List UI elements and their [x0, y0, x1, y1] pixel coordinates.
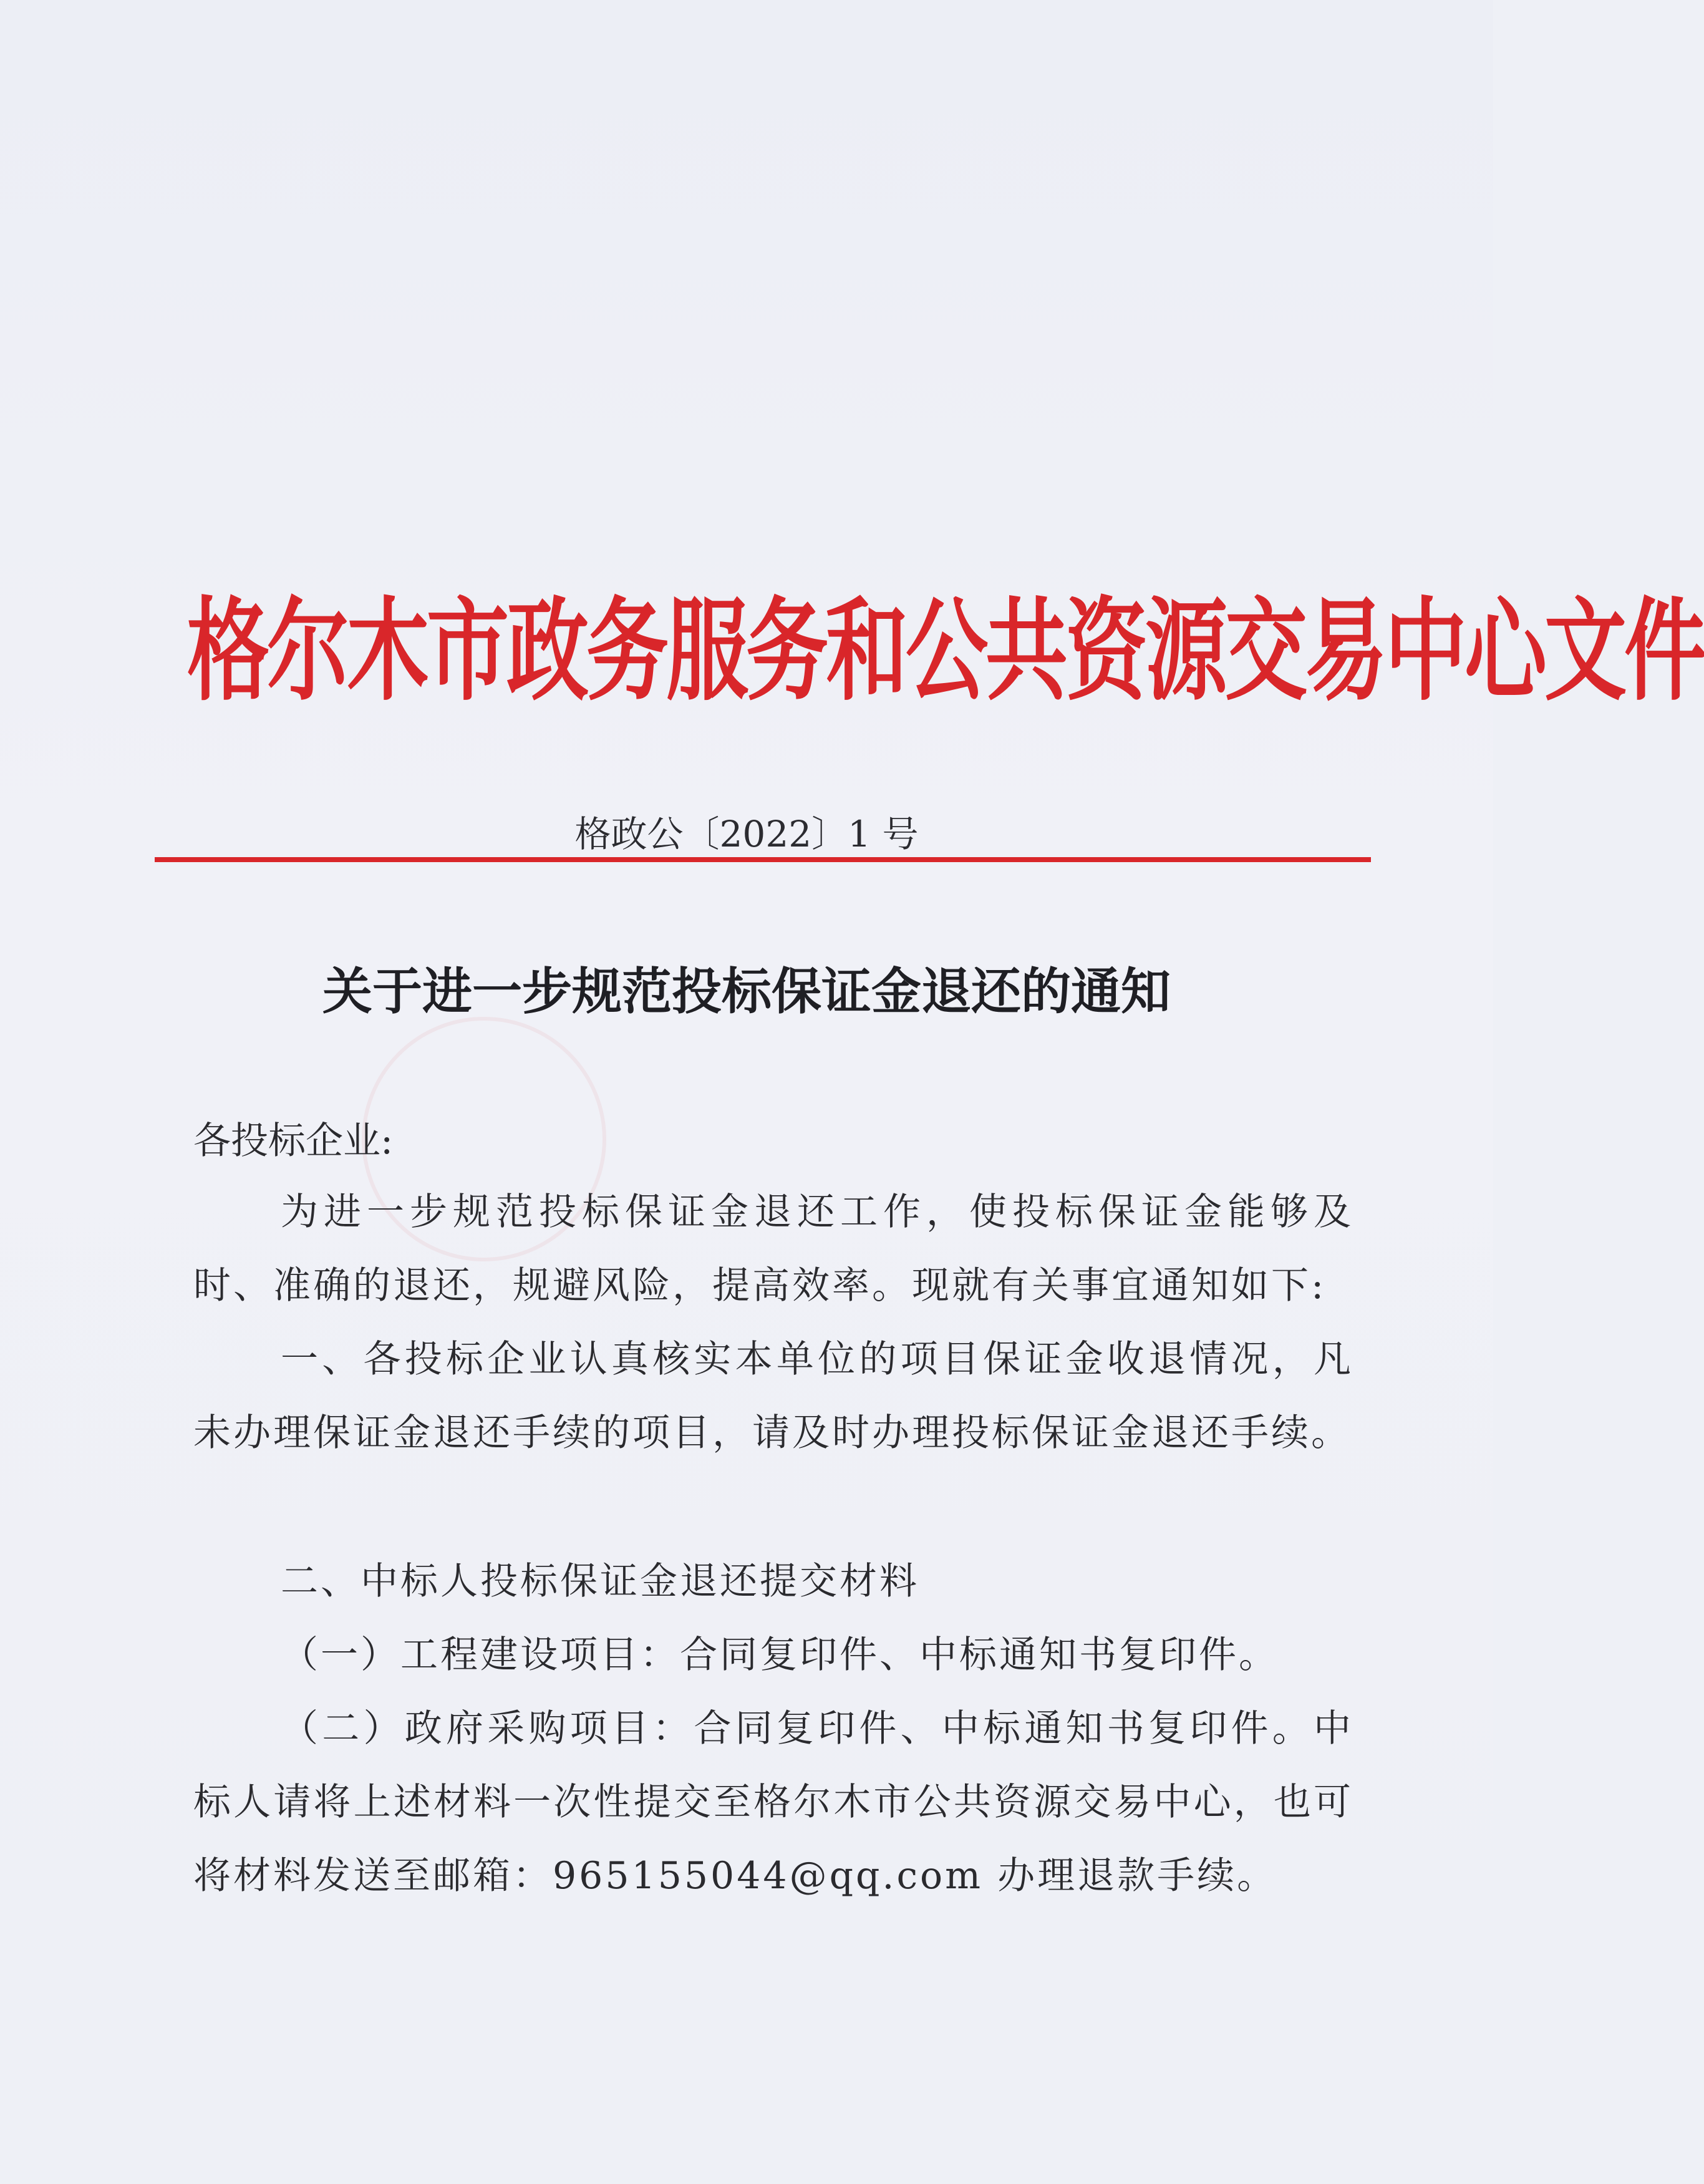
document-number: 格政公〔2022〕1 号	[574, 813, 919, 855]
paragraph-item-two: 二、中标人投标保证金退还提交材料	[281, 1560, 919, 1603]
header-red-divider	[155, 857, 1371, 862]
paragraph-subitem-construction: （一）工程建设项目：合同复印件、中标通知书复印件。	[281, 1633, 1279, 1677]
paragraph-intro: 为进一步规范投标保证金退还工作，使投标保证金能够及时、准确的退还，规避风险，提高效率。现就有关事宜通知如下:	[193, 1190, 1353, 1308]
salutation: 各投标企业:	[193, 1119, 394, 1163]
notice-title: 关于进一步规范投标保证金退还的通知	[322, 962, 1171, 1021]
document-header-title: 格尔木市政务服务和公共资源交易中心文件	[187, 586, 1704, 717]
paragraph-item-one: 一、各投标企业认真核实本单位的项目保证金收退情况，凡未办理保证金退还手续的项目，请及时办理投标保证金退还手续。	[193, 1337, 1353, 1455]
paragraph-subitem-procurement: （二）政府采购项目：合同复印件、中标通知书复印件。中标人请将上述材料一次性提交至格尔木市公共资源交易中心，也可将材料发送至邮箱：965155044@qq.com 办理退款手续。	[193, 1707, 1353, 1898]
